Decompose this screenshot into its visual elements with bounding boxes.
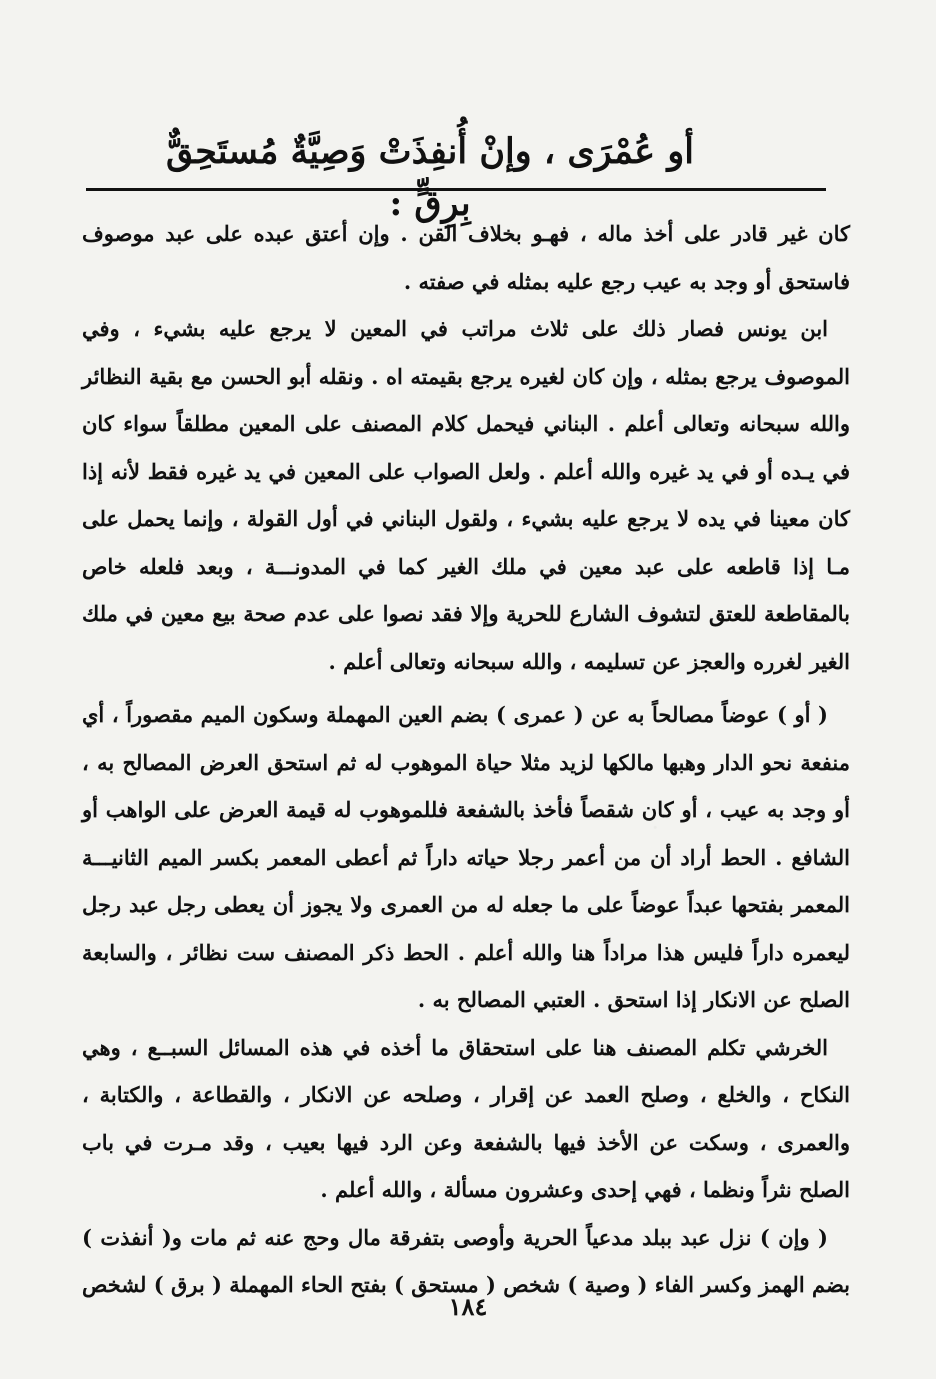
paragraph-5: ( وإن ) نزل عبد ببلد مدعياً الحرية وأوصى بتفرقة مال وحج عنه ثم مات و( أنفذت ) بضم الهمز وكسر الفاء ( وصية ) شخص ( مستحق ) بفتح الحاء المهملة ( برق ) لشخص: [82, 1224, 850, 1297]
paragraph-2: ابن يونس فصار ذلك على ثلاث مراتب في المعين لا يرجع عليه بشيء ، وفي الموصوف يرجع بمثله ، وإن كان لغيره يرجع بقيمته اه . ونقله أبو الحسن مع بقية النظائر والله سبحانه وتعالى أعلم . البناني فيحمل كلام المصنف على المعين مطلقاً سواء كان في يـده أو في يد غيره والله أعلم . ولعل الصواب على المعين في يد غيره فقط لأنه إذا كان معينا في يده لا يرجع عليه بشيء ، ولقول البناني في أول القولة ، وإنما يحمل على مـا إذا قاطعه على عبد معين في ملك الغير كما في المدونـــة ، وبعد فلعله خاص بالمقاطعة للعتق لتشوف الشارع للحرية وإلا فقد نصوا على عدم صحة بيع معين في ملك الغير لغرره والعجز عن تسليمه ، والله سبحانه وتعالى أعلم .: [82, 316, 850, 674]
page-number: ١٨٤: [448, 1292, 488, 1321]
paragraph-3: ( أو ) عوضاً مصالحاً به عن ( عمرى ) بضم العين المهملة وسكون الميم مقصوراً ، أي منفعة نحو الدار وهبها مالكها لزيد مثلا حياة الموهوب له ثم استحق العرض المصالح به ، أو وجد به عيب ، أو كان شقصاً فأخذ بالشفعة فللموهوب له قيمة العرض على الواهب أو الشافع . الحط أراد أن من أعمر رجلا حياته داراً ثم أعطى المعمر بكسر الميم الثانيـــة المعمر بفتحها عبداً عوضاً على ما جعله له من العمرى ولا يجوز أن يعطى رجل عبد رجل ليعمره داراً فليس هذا مراداً هنا والله أعلم . الحط ذكر المصنف ست نظائر ، والسابعة الصلح عن الانكار إذا استحق . العتبي المصالح به .: [82, 702, 850, 1012]
paragraph-4: الخرشي تكلم المصنف هنا على استحقاق ما أخذه في هذه المسائل السبــع ، وهي النكاح ، والخلع ، وصلح العمد عن إقرار ، وصلحه عن الانكار ، والقطاعة ، والكتابة ، والعمرى ، وسكت عن الأخذ فيها بالشفعة وعن الرد فيها بعيب ، وقد مـرت في باب الصلح نثراً ونظما ، فهي إحدى وعشرون مسألة ، والله أعلم .: [82, 1034, 850, 1202]
paragraph-1: كان غير قادر على أخذ ماله ، فهـو بخلاف القن . وإن أعتق عبده على عبد موصوف فاستحق أو وجد به عيب رجع عليه بمثله في صفته .: [82, 221, 850, 294]
header-rule: [86, 188, 826, 191]
section-heading: أو عُمْرَى ، وإنْ أُنفِذَتْ وَصِيَّةٌ مُستَحِقٌّ بِرِقٍّ :: [166, 131, 694, 224]
body-text: [82, 210, 850, 1309]
